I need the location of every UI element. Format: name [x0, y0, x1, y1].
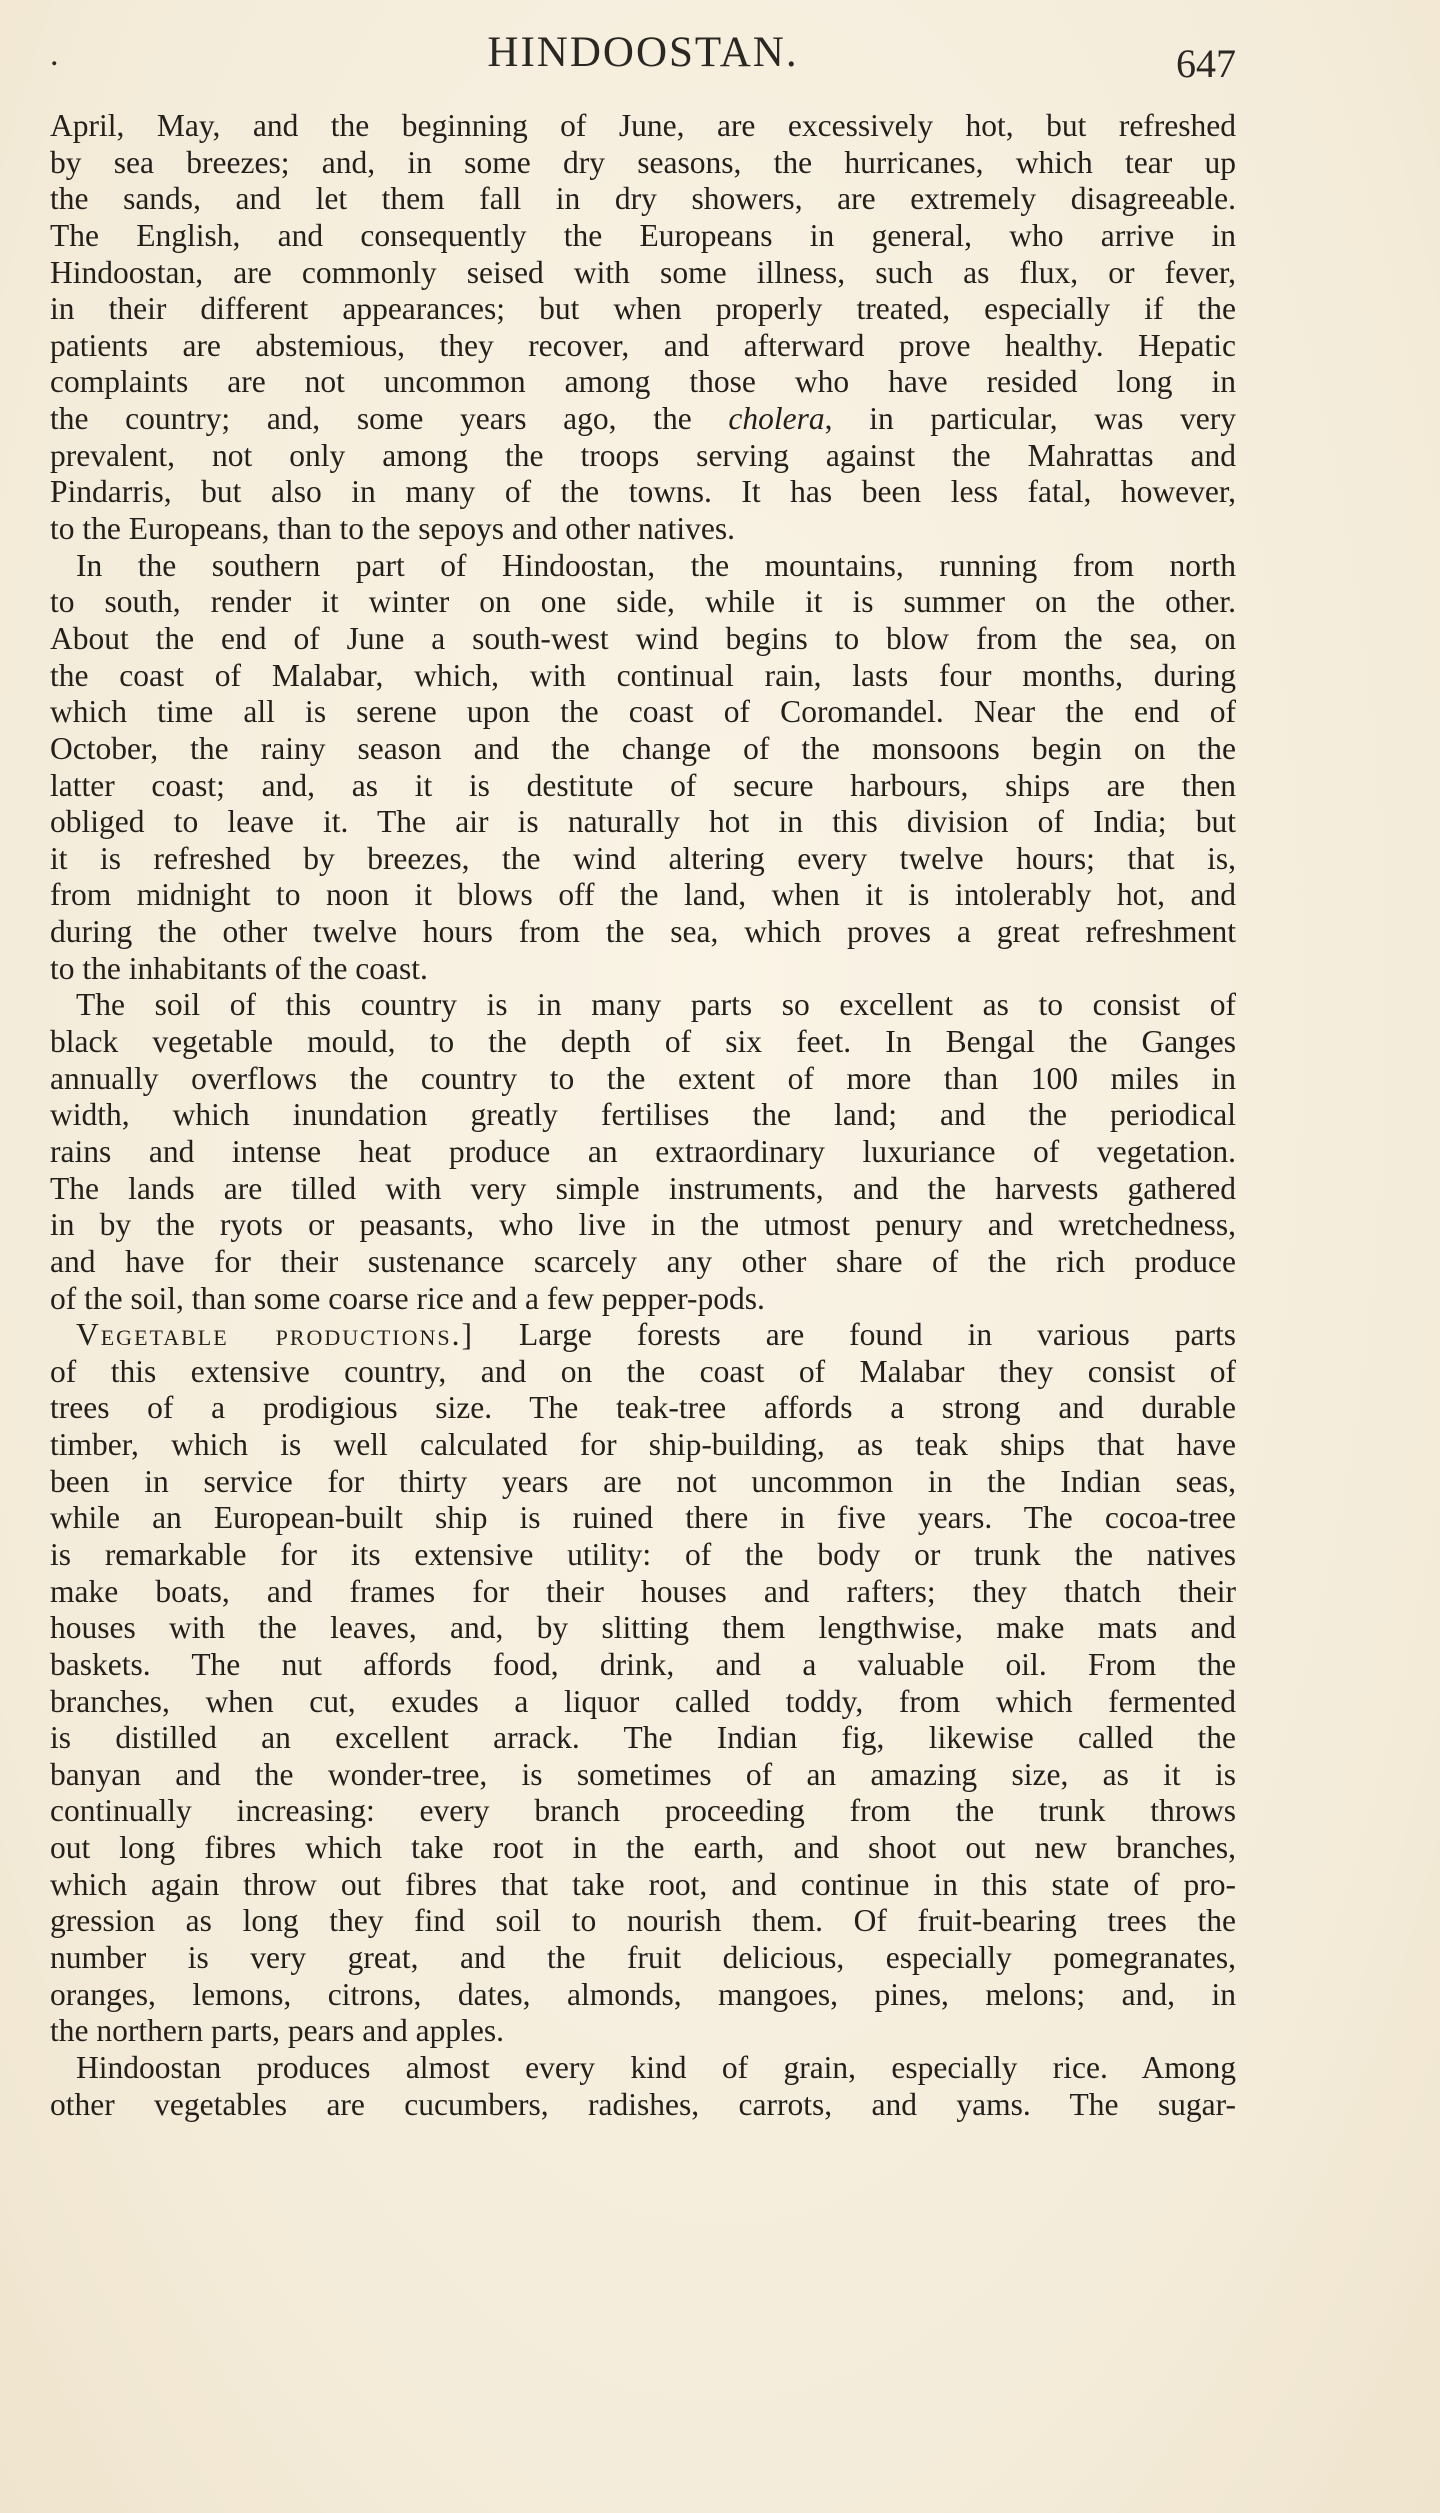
text-line: Pindarris, but also in many of the towns. It has been less fatal, however,: [50, 474, 1236, 510]
running-header: [50, 28, 1236, 88]
text-line: it is refreshed by breezes, the wind altering every twelve hours; that is,: [50, 840, 1236, 876]
text-line: complaints are not uncommon among those who have resided long in: [50, 364, 1236, 400]
text-segment: , in particular, was very: [824, 401, 1237, 437]
text-line: in their different appearances; but when properly treated, especially if the: [50, 291, 1236, 327]
text-line: Hindoostan, are commonly seised with some illness, such as flux, or fever,: [50, 254, 1236, 290]
text-line: latter coast; and, as it is destitute of secure harbours, ships are then: [50, 767, 1236, 803]
text-line: to south, render it winter on one side, while it is summer on the other.: [50, 584, 1236, 620]
text-line: is distilled an excellent arrack. The Indian fig, likewise called the: [50, 1720, 1236, 1756]
text-line-with-italic: [50, 401, 1236, 438]
text-line: trees of a prodigious size. The teak-tree affords a strong and durable: [50, 1390, 1236, 1426]
text-line: the northern parts, pears and apples.: [50, 2013, 504, 2049]
body-text: [50, 108, 1236, 2123]
text-line: of this extensive country, and on the coast of Malabar they consist of: [50, 1353, 1236, 1389]
text-line: been in service for thirty years are not uncommon in the Indian seas,: [50, 1463, 1236, 1499]
text-line: oranges, lemons, citrons, dates, almonds, mangoes, pines, melons; and, in: [50, 1976, 1236, 2012]
text-line: April, May, and the beginning of June, are excessively hot, but refreshed: [50, 108, 1236, 143]
text-line: out long fibres which take root in the earth, and shoot out new branches,: [50, 1830, 1236, 1866]
text-line: annually overflows the country to the extent of more than 100 miles in: [50, 1060, 1236, 1096]
header-dot: .: [50, 36, 59, 73]
text-line: About the end of June a south-west wind begins to blow from the sea, on: [50, 620, 1236, 656]
text-line: continually increasing: every branch proceeding from the trunk throws: [50, 1793, 1236, 1829]
text-line: timber, which is well calculated for ship-building, as teak ships that have: [50, 1427, 1236, 1463]
text-line: October, the rainy season and the change of the monsoons begin on the: [50, 730, 1236, 766]
text-line: houses with the leaves, and, by slitting them lengthwise, make mats and: [50, 1610, 1236, 1646]
text-segment: the country; and, some years ago, the: [50, 401, 692, 437]
text-line: the sands, and let them fall in dry showers, are extremely disagreeable.: [50, 181, 1236, 217]
text-line: of the soil, than some coarse rice and a few pepper-pods.: [50, 1280, 765, 1316]
text-line: The soil of this country is in many parts so excellent as to consist of: [76, 987, 1236, 1023]
text-line: the coast of Malabar, which, with continual rain, lasts four months, during: [50, 657, 1236, 693]
section-heading-vegetable-productions: Vegetable productions.]: [76, 1317, 474, 1353]
text-line: and have for their sustenance scarcely any other share of the rich produce: [50, 1243, 1236, 1279]
text-line: by sea breezes; and, in some dry seasons, the hurricanes, which tear up: [50, 144, 1236, 180]
text-line: The English, and consequently the Europeans in general, who arrive in: [50, 217, 1236, 253]
text-line: during the other twelve hours from the sea, which proves a great refreshment: [50, 914, 1236, 950]
text-segment: Large forests are found in various parts: [518, 1317, 1237, 1353]
text-line: black vegetable mould, to the depth of six feet. In Bengal the Ganges: [50, 1024, 1236, 1060]
text-line: The lands are tilled with very simple instruments, and the harvests gathered: [50, 1170, 1236, 1206]
text-line: which again throw out fibres that take root, and continue in this state of pro-: [50, 1866, 1236, 1902]
page-number: 647: [1176, 41, 1236, 86]
text-line: branches, when cut, exudes a liquor called toddy, from which fermented: [50, 1683, 1236, 1719]
text-line: In the southern part of Hindoostan, the mountains, running from north: [76, 547, 1236, 583]
text-line-with-section-head: [50, 1317, 1236, 1354]
italic-term-cholera: cholera: [728, 401, 825, 437]
text-line: rains and intense heat produce an extraordinary luxuriance of vegetation.: [50, 1133, 1236, 1169]
text-line: gression as long they find soil to nourish them. Of fruit-bearing trees the: [50, 1903, 1236, 1939]
text-line: to the Europeans, than to the sepoys and other natives.: [50, 511, 735, 547]
running-title: HINDOOSTAN.: [487, 29, 799, 76]
text-line: number is very great, and the fruit delicious, especially pomegranates,: [50, 1940, 1236, 1976]
text-line: make boats, and frames for their houses and rafters; they thatch their: [50, 1573, 1236, 1609]
text-line: width, which inundation greatly fertilises the land; and the periodical: [50, 1097, 1236, 1133]
text-line: banyan and the wonder-tree, is sometimes of an amazing size, as it is: [50, 1756, 1236, 1792]
text-line: is remarkable for its extensive utility: of the body or trunk the natives: [50, 1536, 1236, 1572]
text-line: baskets. The nut affords food, drink, and a valuable oil. From the: [50, 1646, 1236, 1682]
text-line: to the inhabitants of the coast.: [50, 950, 428, 986]
text-line: in by the ryots or peasants, who live in the utmost penury and wretchedness,: [50, 1207, 1236, 1243]
text-line: from midnight to noon it blows off the land, when it is intolerably hot, and: [50, 877, 1236, 913]
text-line: prevalent, not only among the troops serving against the Mahrattas and: [50, 437, 1236, 473]
text-line: obliged to leave it. The air is naturally hot in this division of India; but: [50, 804, 1236, 840]
text-line: which time all is serene upon the coast of Coromandel. Near the end of: [50, 694, 1236, 730]
text-line: Hindoostan produces almost every kind of grain, especially rice. Among: [76, 2049, 1236, 2085]
text-line: while an European-built ship is ruined there in five years. The cocoa-tree: [50, 1500, 1236, 1536]
text-line: other vegetables are cucumbers, radishes, carrots, and yams. The sugar-: [50, 2086, 1236, 2122]
text-line: patients are abstemious, they recover, and afterward prove healthy. Hepatic: [50, 327, 1236, 363]
